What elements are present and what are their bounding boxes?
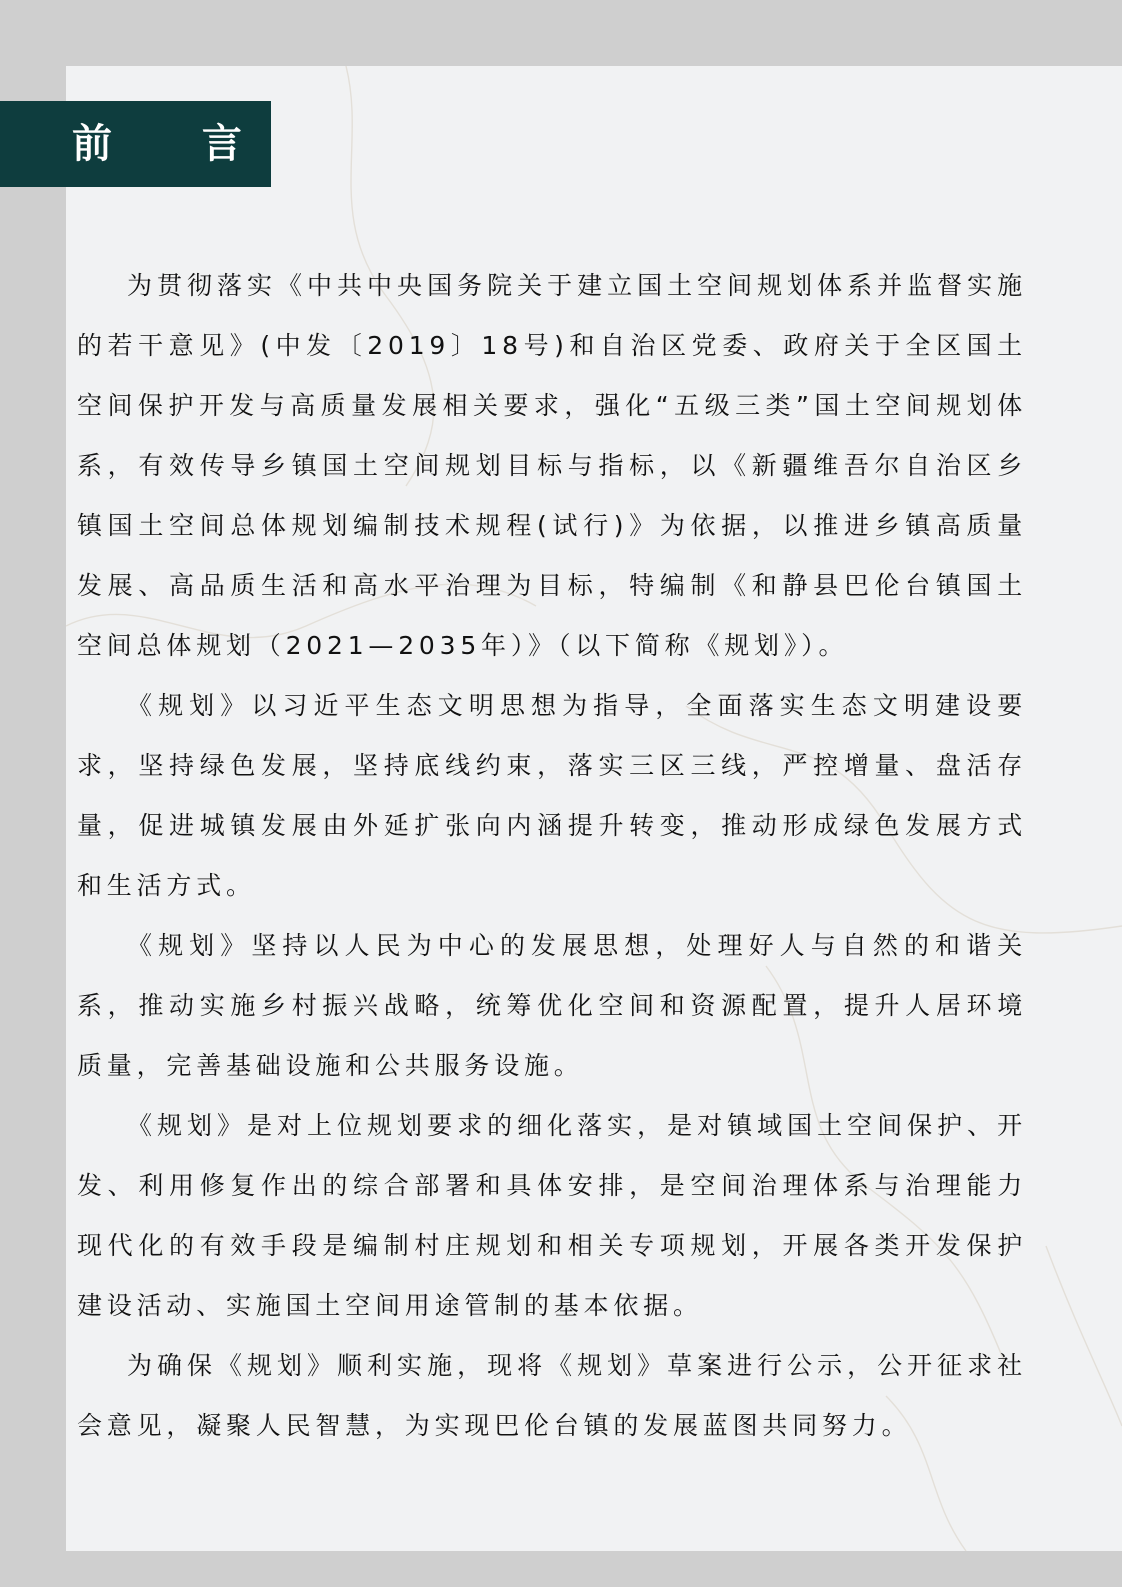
title-bar (0, 101, 280, 187)
paragraph-4: 《规划》是对上位规划要求的细化落实，是对镇域国土空间保护、开发、利用修复作出的综合部署和具体安排，是空间治理体系与治理能力现代化的有效手段是编制村庄规划和相关专项规划，开展各类开发保护建设活动、实施国土空间用途管制的基本依据。 (77, 1111, 1027, 1320)
paragraph-1: 为贯彻落实《中共中央国务院关于建立国土空间规划体系并监督实施的若干意见》(中发〔2019〕18号)和自治区党委、政府关于全区国土空间保护开发与高质量发展相关要求，强化“五级三类”国土空间规划体系，有效传导乡镇国土空间规划目标与指标，以《新疆维吾尔自治区乡镇国土空间总体规划编制技术规程(试行)》为依据，以推进乡镇高质量发展、高品质生活和高水平治理为目标，特编制《和静县巴伦台镇国土空间总体规划（2021—2035年）》（以下简称《规划》）。 (77, 271, 1027, 660)
preface-body (77, 256, 1027, 1456)
paragraph-2: 《规划》以习近平生态文明思想为指导，全面落实生态文明建设要求，坚持绿色发展，坚持底线约束，落实三区三线，严控增量、盘活存量，促进城镇发展由外延扩张向内涵提升转变，推动形成绿色发展方式和生活方式。 (77, 691, 1027, 900)
paragraph-5: 为确保《规划》顺利实施，现将《规划》草案进行公示，公开征求社会意见，凝聚人民智慧，为实现巴伦台镇的发展蓝图共同努力。 (77, 1351, 1027, 1440)
paragraph-3: 《规划》坚持以人民为中心的发展思想，处理好人与自然的和谐关系，推动实施乡村振兴战略，统筹优化空间和资源配置，提升人居环境质量，完善基础设施和公共服务设施。 (77, 931, 1027, 1080)
page-title: 前 言 (72, 120, 280, 167)
